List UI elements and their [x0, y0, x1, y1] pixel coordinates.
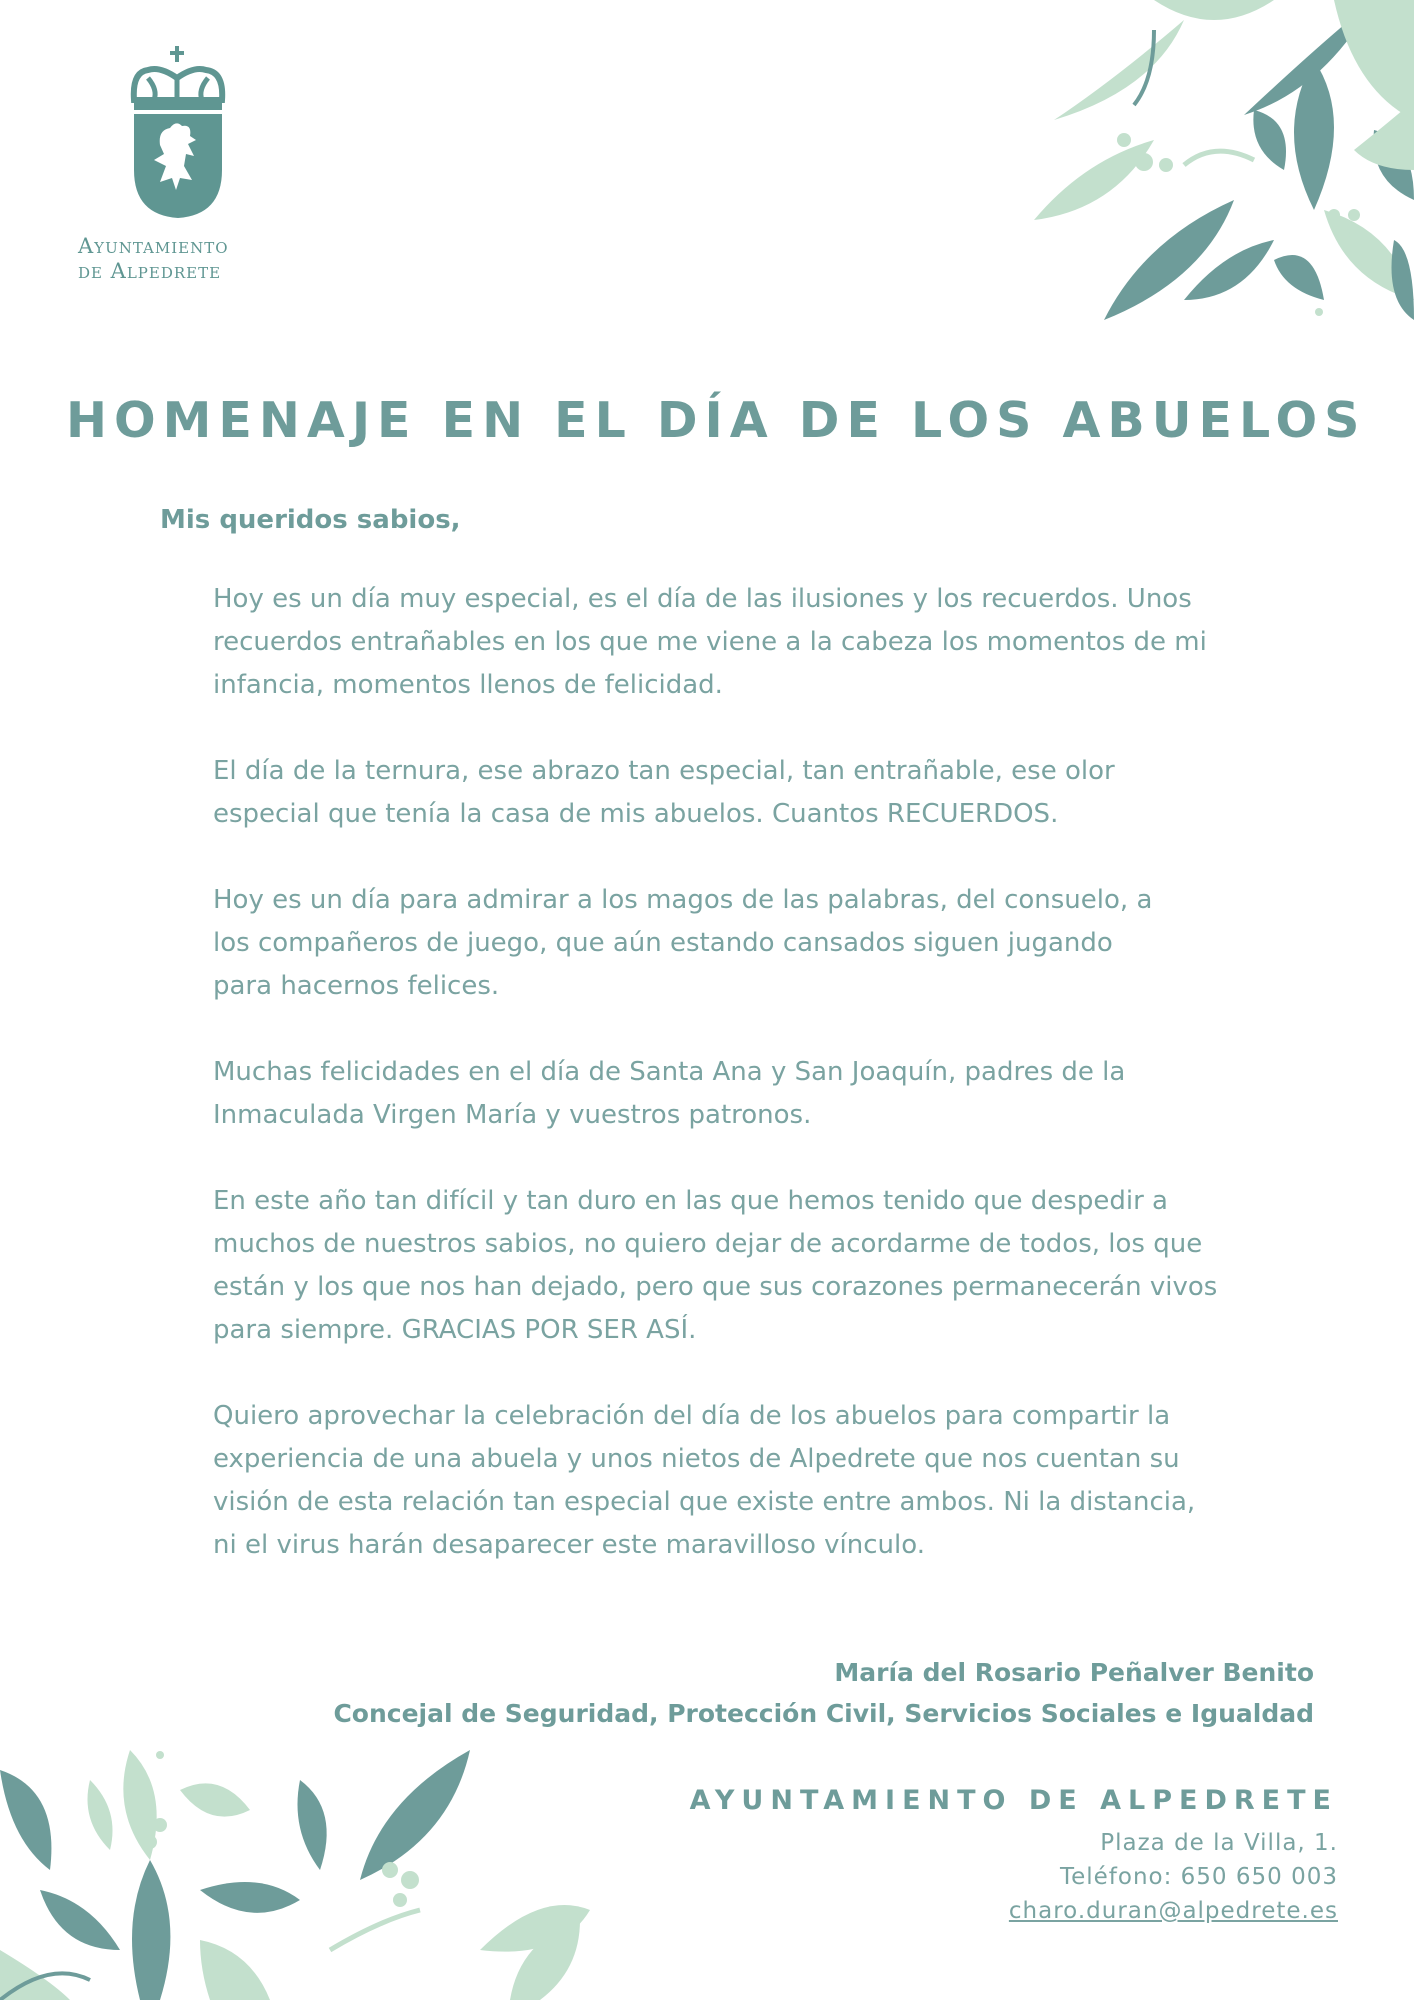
- signature-name: María del Rosario Peñalver Benito: [834, 1658, 1314, 1687]
- logo-text-line2: de Alpedrete: [78, 259, 222, 283]
- footer-address: Plaza de la Villa, 1.: [1100, 1830, 1338, 1856]
- municipal-logo: [78, 40, 298, 284]
- top-floral-decoration: [854, 0, 1414, 330]
- footer-contact: [690, 1785, 1338, 1928]
- signature-role: Concejal de Seguridad, Protección Civil, Servicios Sociales e Igualdad: [333, 1699, 1314, 1728]
- paragraph: Muchas felicidades en el día de Santa Ana y San Joaquín, padres de la Inmaculada Virgen María y vuestros patronos.: [213, 1057, 1126, 1130]
- paragraph: Hoy es un día muy especial, es el día de las ilusiones y los recuerdos. Unos recuerdos entrañables en los que me viene a la cabeza los momentos de mi infancia, momentos llenos de felicidad.: [213, 584, 1207, 700]
- page-title: HOMENAJE EN EL DÍA DE LOS ABUELOS: [66, 392, 1367, 449]
- bottom-floral-decoration: [0, 1750, 590, 2000]
- paragraph: Hoy es un día para admirar a los magos de las palabras, del consuelo, a los compañeros de juego, que aún estando cansados siguen jugando para hacernos felices.: [213, 885, 1153, 1001]
- letter-body: [213, 578, 1323, 1610]
- greeting: Mis queridos sabios,: [160, 505, 461, 535]
- signature-block: [333, 1652, 1314, 1734]
- coat-of-arms-icon: [130, 40, 226, 220]
- footer-phone: Teléfono: 650 650 003: [1059, 1864, 1338, 1890]
- footer-email-link[interactable]: charo.duran@alpedrete.es: [1008, 1898, 1338, 1924]
- paragraph: Quiero aprovechar la celebración del día de los abuelos para compartir la experiencia de una abuela y unos nietos de Alpedrete que nos cuentan su visión de esta relación tan especial que existe entre ambos. Ni la distancia, ni el virus harán desaparecer este maravilloso vínculo.: [213, 1401, 1196, 1560]
- logo-text-line1: Ayuntamiento: [78, 234, 229, 258]
- paragraph: El día de la ternura, ese abrazo tan especial, tan entrañable, ese olor especial que tenía la casa de mis abuelos. Cuantos RECUERDOS.: [213, 756, 1115, 829]
- paragraph: En este año tan difícil y tan duro en las que hemos tenido que despedir a muchos de nuestros sabios, no quiero dejar de acordarme de todos, los que están y los que nos han dejado, pero que sus corazones permanecerán vivos para siempre. GRACIAS POR SER ASÍ.: [213, 1186, 1218, 1345]
- footer-organization: AYUNTAMIENTO DE ALPEDRETE: [689, 1785, 1338, 1816]
